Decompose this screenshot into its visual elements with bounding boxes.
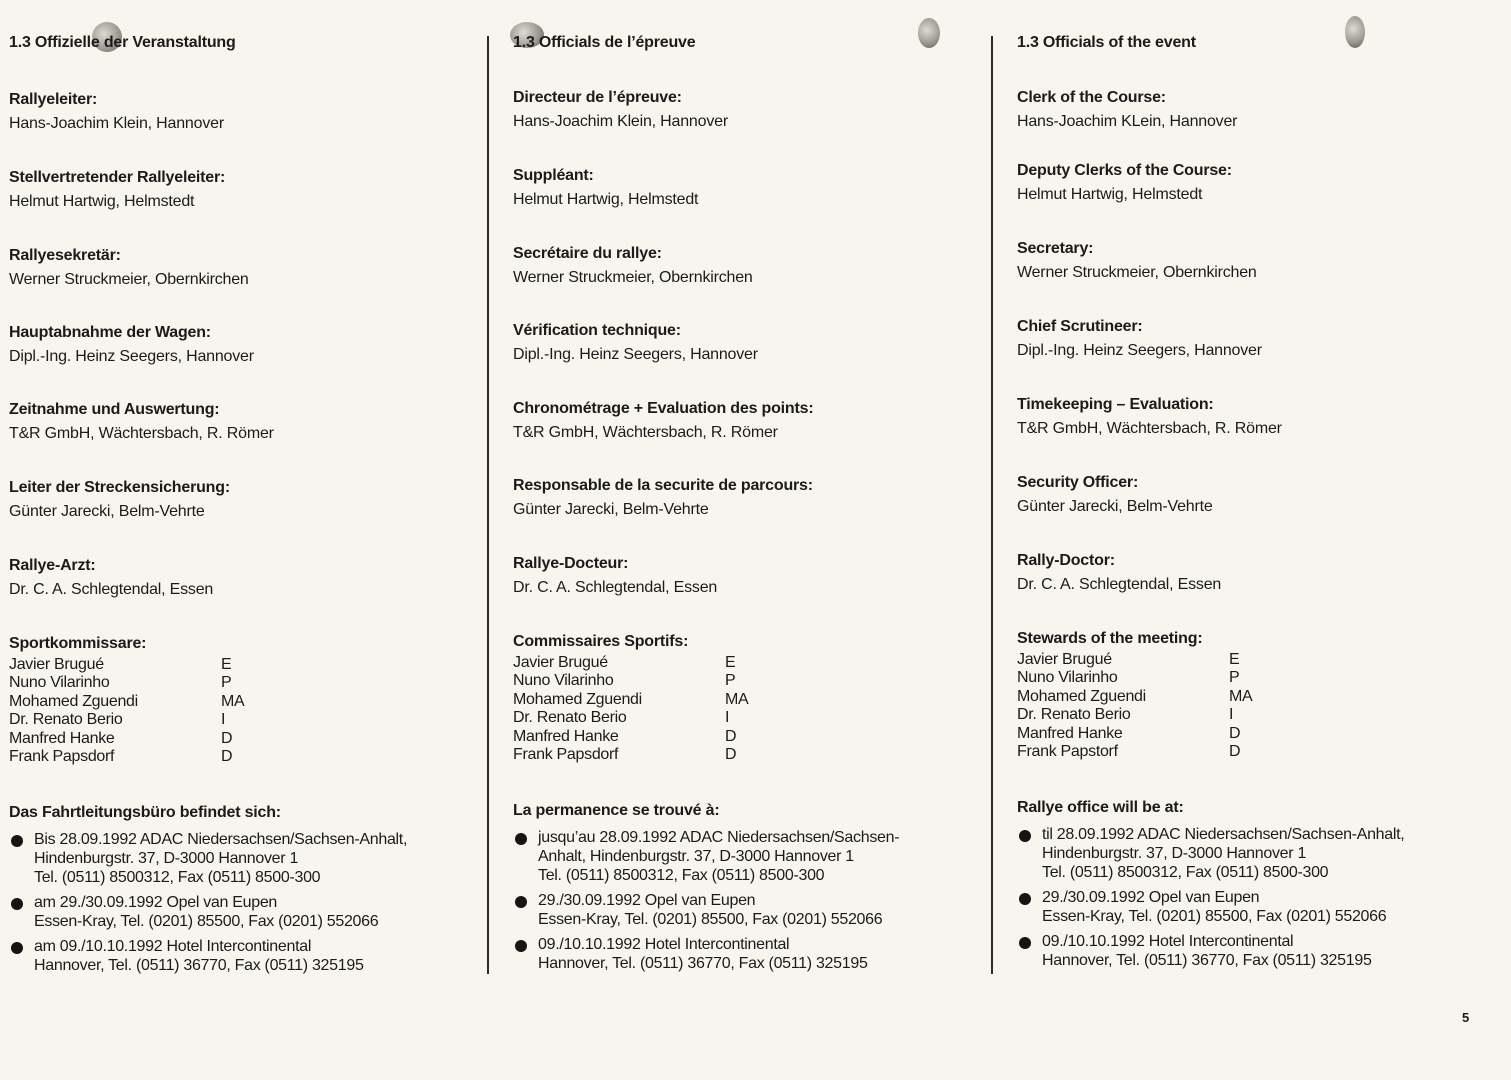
official-role: Suppléant:	[513, 167, 594, 184]
official-entry	[1017, 549, 1487, 597]
bullet-icon	[1017, 888, 1042, 926]
office-list-item	[1017, 825, 1487, 882]
official-name: T&R GmbH, Wächtersbach, R. Römer	[1017, 420, 1282, 437]
steward-row	[513, 746, 983, 764]
steward-country: I	[725, 709, 730, 727]
steward-row	[513, 672, 983, 690]
official-role: Stellvertretender Rallyeleiter:	[9, 169, 226, 186]
bullet-icon	[9, 937, 34, 975]
office-title: Das Fahrtleitungsbüro befindet sich:	[9, 804, 281, 821]
steward-row	[1017, 706, 1487, 724]
official-name: Helmut Hartwig, Helmstedt	[513, 191, 699, 208]
official-entry	[9, 321, 479, 369]
official-role: Rallye-Arzt:	[9, 557, 96, 574]
office-title: La permanence se trouvé à:	[513, 802, 720, 819]
steward-name: Frank Papsdorf	[513, 746, 619, 764]
official-role: Leiter der Streckensicherung:	[9, 479, 230, 496]
official-entry	[9, 554, 479, 602]
official-name: Dr. C. A. Schlegtendal, Essen	[513, 579, 718, 596]
office-line: Essen-Kray, Tel. (0201) 85500, Fax (0201) 552066	[1042, 908, 1387, 925]
steward-name: Dr. Renato Berio	[9, 711, 123, 729]
official-name: Dipl.-Ing. Heinz Seegers, Hannover	[9, 348, 254, 365]
office-line: Tel. (0511) 8500312, Fax (0511) 8500-300	[538, 867, 825, 884]
official-name: Dipl.-Ing. Heinz Seegers, Hannover	[513, 346, 758, 363]
official-role: Rally-Doctor:	[1017, 552, 1115, 569]
steward-name: Manfred Hanke	[1017, 724, 1123, 742]
official-name: Hans-Joachim Klein, Hannover	[513, 113, 728, 130]
official-name: Dipl.-Ing. Heinz Seegers, Hannover	[1017, 342, 1262, 359]
steward-country: D	[221, 748, 233, 766]
office-list-item	[9, 830, 479, 887]
steward-row	[9, 674, 479, 692]
column-divider	[487, 36, 489, 974]
office-block	[9, 802, 479, 975]
steward-country: P	[725, 672, 736, 690]
official-name: Hans-Joachim Klein, Hannover	[9, 115, 224, 132]
office-line: 09./10.10.1992 Hotel Intercontinental	[1042, 933, 1294, 950]
steward-row	[9, 730, 479, 748]
stewards-block	[513, 630, 983, 764]
office-line: Hindenburgstr. 37, D-3000 Hannover 1	[1042, 845, 1307, 862]
column-divider	[991, 36, 993, 974]
official-role: Timekeeping – Evaluation:	[1017, 396, 1214, 413]
steward-country: I	[1229, 706, 1234, 724]
bullet-icon	[513, 828, 538, 885]
steward-row	[513, 709, 983, 727]
official-role: Secrétaire du rallye:	[513, 245, 662, 262]
office-line: Hannover, Tel. (0511) 36770, Fax (0511) 325195	[1042, 952, 1372, 969]
official-role: Vérification technique:	[513, 322, 681, 339]
steward-country: P	[221, 674, 232, 692]
official-name: Werner Struckmeier, Obernkirchen	[9, 271, 249, 288]
steward-name: Dr. Renato Berio	[513, 709, 627, 727]
office-line: Tel. (0511) 8500312, Fax (0511) 8500-300	[1042, 864, 1329, 881]
steward-name: Javier Brugué	[1017, 651, 1112, 668]
steward-country: D	[725, 746, 737, 764]
official-role: Secretary:	[1017, 240, 1094, 257]
official-name: Günter Jarecki, Belm-Vehrte	[9, 503, 205, 520]
office-list-item	[9, 937, 479, 975]
section-heading: 1.3 Officials de l’épreuve	[513, 34, 696, 51]
official-role: Hauptabnahme der Wagen:	[9, 324, 211, 341]
section-heading: 1.3 Officials of the event	[1017, 34, 1196, 51]
official-entry	[513, 164, 983, 212]
office-title: Rallye office will be at:	[1017, 799, 1184, 816]
official-entry	[1017, 471, 1487, 519]
steward-row	[1017, 688, 1487, 706]
official-role: Chronométrage + Evaluation des points:	[513, 400, 814, 417]
steward-name: Javier Brugué	[9, 656, 104, 673]
steward-row	[1017, 651, 1487, 669]
bullet-icon	[513, 891, 538, 929]
steward-country: E	[725, 654, 736, 671]
official-entry	[1017, 86, 1487, 134]
official-name: Hans-Joachim KLein, Hannover	[1017, 113, 1238, 130]
office-block	[513, 800, 983, 973]
office-line: Essen-Kray, Tel. (0201) 85500, Fax (0201) 552066	[34, 913, 379, 930]
steward-country: D	[1229, 743, 1241, 761]
steward-country: MA	[725, 690, 749, 708]
steward-name: Mohamed Zguendi	[513, 690, 642, 708]
official-name: Werner Struckmeier, Obernkirchen	[1017, 264, 1257, 281]
official-entry	[513, 474, 983, 522]
office-line: am 29./30.09.1992 Opel van Eupen	[34, 894, 278, 911]
steward-row	[1017, 743, 1487, 761]
steward-row	[9, 656, 479, 674]
steward-country: D	[221, 729, 233, 747]
official-entry	[1017, 393, 1487, 441]
office-list-item	[513, 935, 983, 973]
office-line: Hindenburgstr. 37, D-3000 Hannover 1	[34, 850, 299, 867]
office-list-item	[513, 828, 983, 885]
office-line: til 28.09.1992 ADAC Niedersachsen/Sachsen-Anhalt,	[1042, 826, 1405, 843]
punch-hole-mark	[1345, 16, 1365, 48]
stewards-block	[1017, 627, 1487, 761]
official-role: Zeitnahme und Auswertung:	[9, 401, 220, 418]
official-entry	[513, 242, 983, 290]
steward-name: Dr. Renato Berio	[1017, 706, 1131, 724]
official-name: Günter Jarecki, Belm-Vehrte	[513, 501, 709, 518]
steward-country: MA	[221, 692, 245, 710]
office-line: Hannover, Tel. (0511) 36770, Fax (0511) 325195	[538, 955, 868, 972]
official-entry	[9, 398, 479, 446]
official-entry	[1017, 315, 1487, 363]
office-line: Anhalt, Hindenburgstr. 37, D-3000 Hannover 1	[538, 848, 854, 865]
official-role: Rallyeleiter:	[9, 91, 98, 108]
office-line: Bis 28.09.1992 ADAC Niedersachsen/Sachsen-Anhalt,	[34, 831, 408, 848]
bullet-icon	[513, 935, 538, 973]
steward-country: D	[725, 727, 737, 745]
page-number: 5	[1462, 1010, 1470, 1025]
steward-name: Nuno Vilarinho	[513, 672, 614, 690]
official-entry	[1017, 159, 1487, 207]
steward-name: Mohamed Zguendi	[9, 692, 138, 710]
steward-name: Mohamed Zguendi	[1017, 687, 1146, 705]
office-line: Essen-Kray, Tel. (0201) 85500, Fax (0201) 552066	[538, 911, 883, 928]
steward-name: Manfred Hanke	[513, 727, 619, 745]
steward-row	[513, 691, 983, 709]
office-line: Hannover, Tel. (0511) 36770, Fax (0511) 325195	[34, 957, 364, 974]
official-name: Dr. C. A. Schlegtendal, Essen	[1017, 576, 1222, 593]
official-name: Dr. C. A. Schlegtendal, Essen	[9, 581, 214, 598]
bullet-icon	[9, 830, 34, 887]
steward-row	[1017, 669, 1487, 687]
stewards-block	[9, 632, 479, 766]
official-entry	[9, 244, 479, 292]
official-role: Directeur de l’épreuve:	[513, 89, 682, 106]
official-role: Security Officer:	[1017, 474, 1139, 491]
section-heading: 1.3 Offizielle der Veranstaltung	[9, 34, 236, 51]
steward-row	[513, 654, 983, 672]
official-entry	[513, 319, 983, 367]
official-role: Deputy Clerks of the Course:	[1017, 162, 1232, 179]
office-line: Tel. (0511) 8500312, Fax (0511) 8500-300	[34, 869, 321, 886]
official-role: Chief Scrutineer:	[1017, 318, 1143, 335]
steward-country: E	[1229, 651, 1240, 668]
bullet-icon	[1017, 932, 1042, 970]
steward-country: P	[1229, 669, 1240, 687]
steward-name: Nuno Vilarinho	[9, 674, 110, 692]
steward-name: Manfred Hanke	[9, 729, 115, 747]
steward-row	[9, 748, 479, 766]
steward-row	[513, 728, 983, 746]
office-list-item	[1017, 888, 1487, 926]
steward-row	[9, 711, 479, 729]
office-line: jusqu’au 28.09.1992 ADAC Niedersachsen/Sachsen-	[538, 829, 900, 846]
official-entry	[9, 166, 479, 214]
bullet-icon	[1017, 825, 1042, 882]
official-name: T&R GmbH, Wächtersbach, R. Römer	[513, 424, 778, 441]
bullet-icon	[9, 893, 34, 931]
official-entry	[9, 476, 479, 524]
office-line: 09./10.10.1992 Hotel Intercontinental	[538, 936, 790, 953]
official-entry	[513, 552, 983, 600]
official-entry	[513, 397, 983, 445]
office-list-item	[1017, 932, 1487, 970]
office-line: 29./30.09.1992 Opel van Eupen	[1042, 889, 1260, 906]
office-block	[1017, 797, 1487, 970]
office-line: 29./30.09.1992 Opel van Eupen	[538, 892, 756, 909]
official-name: T&R GmbH, Wächtersbach, R. Römer	[9, 425, 274, 442]
steward-name: Frank Papstorf	[1017, 743, 1118, 761]
official-entry	[513, 86, 983, 134]
steward-country: MA	[1229, 687, 1253, 705]
official-role: Rallyesekretär:	[9, 247, 121, 264]
official-name: Helmut Hartwig, Helmstedt	[9, 193, 195, 210]
steward-country: D	[1229, 724, 1241, 742]
steward-name: Javier Brugué	[513, 654, 608, 671]
steward-country: I	[221, 711, 226, 729]
stewards-title: Sportkommissare:	[9, 635, 147, 652]
steward-name: Nuno Vilarinho	[1017, 669, 1118, 687]
stewards-title: Stewards of the meeting:	[1017, 630, 1203, 647]
official-entry	[1017, 237, 1487, 285]
official-entry	[9, 88, 479, 136]
office-list-item	[513, 891, 983, 929]
official-role: Rallye-Docteur:	[513, 555, 629, 572]
steward-row	[1017, 725, 1487, 743]
official-role: Responsable de la securite de parcours:	[513, 477, 813, 494]
steward-country: E	[221, 656, 232, 673]
office-line: am 09./10.10.1992 Hotel Intercontinental	[34, 938, 312, 955]
stewards-title: Commissaires Sportifs:	[513, 633, 689, 650]
official-name: Günter Jarecki, Belm-Vehrte	[1017, 498, 1213, 515]
official-role: Clerk of the Course:	[1017, 89, 1166, 106]
official-name: Werner Struckmeier, Obernkirchen	[513, 269, 753, 286]
official-name: Helmut Hartwig, Helmstedt	[1017, 186, 1203, 203]
punch-hole-mark	[918, 18, 940, 48]
steward-row	[9, 693, 479, 711]
steward-name: Frank Papsdorf	[9, 748, 115, 766]
office-list-item	[9, 893, 479, 931]
